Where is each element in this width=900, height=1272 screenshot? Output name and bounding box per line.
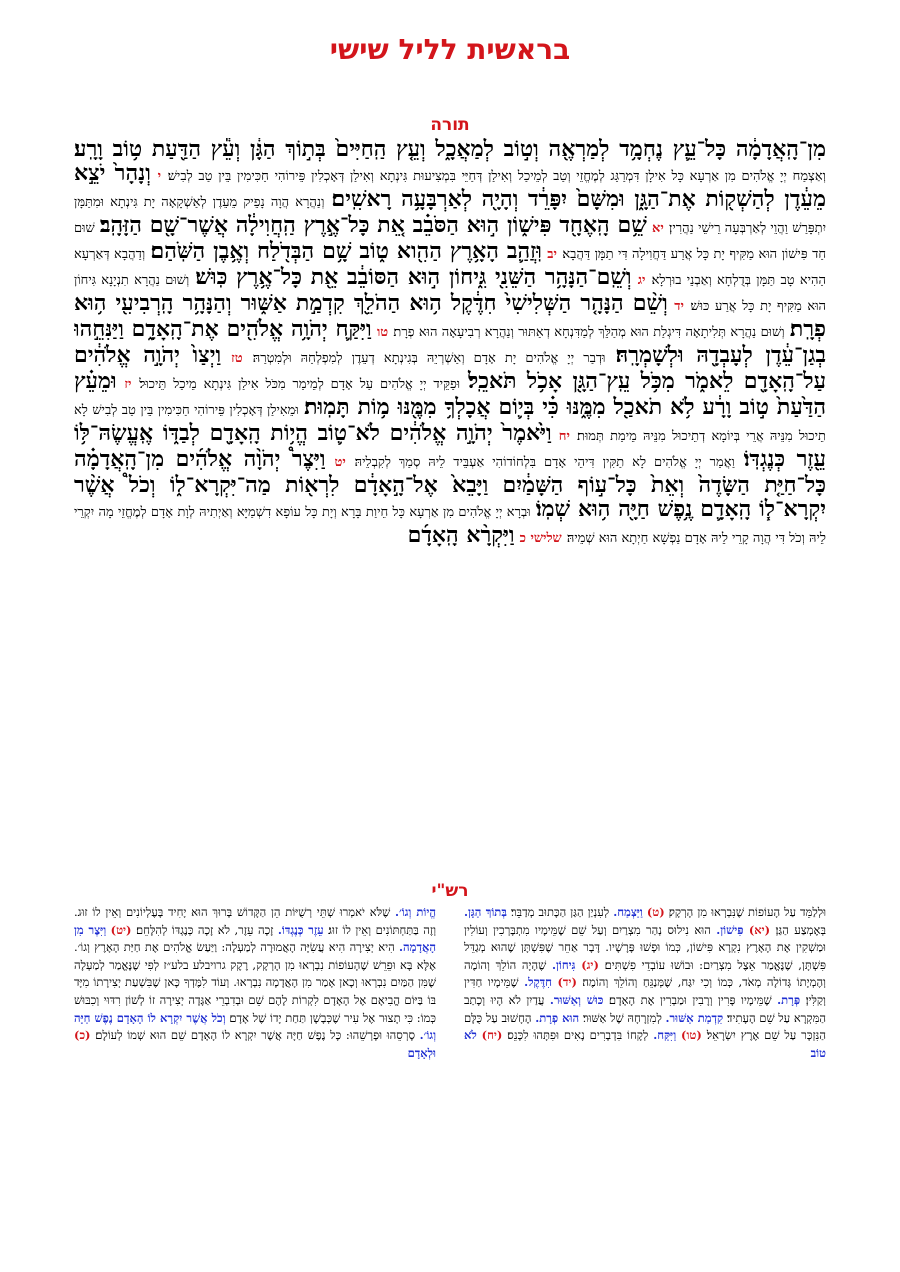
rashi-dibur-hamatchil: גִּיחוֹן. xyxy=(551,957,576,972)
verse-text: וַיֹּ֙אמֶר֙ יְהֹוָ֣ה אֱלֹהִ֔ים לֹא־ט֛וֹב הֱי֥וֹת הָֽאָדָ֖ם לְבַדּ֑וֹ אֶֽעֱשֶׂהּ־לּ֥וֹ עֵ֖זֶר כְּנֶגְדּֽוֹ׃ xyxy=(74,420,826,472)
rashi-verse-number: (יט) xyxy=(110,922,132,937)
verse-text: וַיִּקַּ֛ח יְהֹוָ֥ה אֱלֹהִ֖ים אֶת־הָֽאָדָ֑ם וַיַּנִּחֵ֣הוּ בְגַן־עֵ֔דֶן לְעָבְדָ֖הּ וּלְשָׁמְרָֽהּ׃ xyxy=(74,316,826,368)
verse-text: וְנָהָר֙ יֹצֵ֣א מֵעֵ֔דֶן לְהַשְׁק֖וֹת אֶת־הַגָּ֑ן וּמִשָּׁם֙ יִפָּרֵ֔ד וְהָיָ֖ה לְאַרְבָּעָ֥ה רָאשִֽׁים׃ xyxy=(74,160,826,212)
rashi-dibur-hamatchil: פְּרָת. xyxy=(777,992,801,1007)
rashi-heading: רש"י xyxy=(431,881,469,901)
rashi-text: לְמִזְרָחָהּ שֶׁל אַשּׁוּר׃ xyxy=(582,1010,662,1025)
verse-number: י xyxy=(157,169,162,184)
rashi-text: שֶׁמֵּימָיו פָּרִין וְרָבִין וּמַבְרִין אֶת הָאָדָם׃ xyxy=(608,992,772,1007)
rashi-text: לְעִנְיַן הַגַּן הַכָּתוּב מְדַבֵּר׃ xyxy=(510,905,610,919)
rashi-text: וּלְלַמֵּד עַל הָעוֹפוֹת שֶׁנִּבְרְאוּ מִן הָרְקָק׃ xyxy=(668,905,826,919)
rashi-text: שֶׁהָיָה הוֹלֵךְ וְהוֹמֶה וְהֶמְיָתוֹ גְּדוֹלָה מְאֹד, כְּמוֹ וְכִי יִגַּח, שֶׁמְּנַגֵּחַ וְהוֹלֵךְ וְהוֹמֶה׃ xyxy=(464,957,826,990)
verse-text: וְשֵׁ֨ם הַנָּהָ֤ר הַשְּׁלִישִׁי֙ חִדֶּ֔קֶל ה֥וּא הַהֹלֵ֖ךְ קִדְמַ֣ת אַשּׁ֑וּר וְהַנָּהָ֥ר הָֽרְבִיעִ֖י ה֥וּא פְרָֽת׃ xyxy=(74,290,826,342)
targum-text: וְאַצְמַח יְיָ אֱלֹהִים מִן אַרְעָא כָּל אִילָן דִּמְרַגַּג לְמֶחֱזֵי וְטַב לְמֵיכַל וְאִילַן דְּחַיֵּי בִּמְצִיעוּת גִּינְתָא וְאִילַן דְּאָכְלִין פֵּירוֹהִי חַכִּימִין בֵּין טַב לְבִישׁ׃ xyxy=(167,169,826,184)
verse-number: יא xyxy=(652,221,664,236)
verse-text: וַיִּצֶר֩ יְהֹוָ֨ה אֱלֹהִ֜ים מִן־הָֽאֲדָמָ֗ה כָּל־חַיַּ֤ת הַשָּׂדֶה֙ וְאֵת֙ כָּל־ע֣וֹף הַשָּׁמַ֔יִם וַיָּבֵא֙ אֶל־הָ֣אָדָ֔ם לִרְא֖וֹת מַה־יִּקְרָא־ל֑וֹ וְכֹל֩ אֲשֶׁ֨ר יִקְרָא־ל֧וֹ הָֽאָדָ֛ם נֶ֥פֶשׁ חַיָּ֖ה ה֥וּא שְׁמֽוֹ׃ xyxy=(74,446,826,522)
rashi-dibur-hamatchil: חִדֶּקֶל. xyxy=(524,975,552,990)
torah-heading: תורה xyxy=(430,115,470,135)
rashi-verse-number: (כ) xyxy=(74,1028,91,1043)
targum-text: וְשׁוּם נַהֲרָא תְּלִיתָאָה דִּיגְלַת הוּא מְהַלֵּךְ לְמַדִּנְחָא דְאַתּוּר וְנַהֲרָא רְבִיעָאָה הוּא פְרָת׃ xyxy=(393,325,785,340)
rashi-text: הֶחָשׁוּב עַל כֻּלָּם הַנִּזְכָּר עַל שֵׁם אֶרֶץ יִשְׂרָאֵל׃ xyxy=(464,1010,826,1043)
rashi-dibur-hamatchil: בְּתוֹךְ הַגָּן. xyxy=(464,905,507,919)
rashi-text: סָרְסֵהוּ וּפָרְשֵׁהוּ: כָּל נֶפֶשׁ חַיָּה אֲשֶׁר יִקְרָא לוֹ הָאָדָם שֵׁם הוּא שְׁמוֹ לְעוֹלָם׃ xyxy=(95,1028,415,1043)
verse-number: יח xyxy=(558,429,570,444)
rashi-dibur-hamatchil: לֹא טוֹב xyxy=(464,1028,826,1060)
rashi-dibur-hamatchil: וַיַּצְמַח. xyxy=(613,905,643,919)
targum-text: וְדַהֲבָא דְּאַרְעָא הַהִיא טָב תַּמָּן בְּדֻלְחָא וְאַבְנֵי בוּרְלָא׃ xyxy=(74,247,826,288)
rashi-verse-number: (טו) xyxy=(681,1028,702,1043)
verse-text: שֵׁ֥ם הָֽאֶחָ֖ד פִּישׁ֑וֹן ה֣וּא הַסֹּבֵ֗ב אֵ֚ת כָּל־אֶ֣רֶץ הַֽחֲוִילָ֔ה אֲשֶׁר־שָׁ֖ם הַזָּהָֽב׃ xyxy=(99,212,647,238)
verse-number: טו xyxy=(376,325,389,340)
verse-number: יט xyxy=(334,455,346,470)
verse-text: מִן־הָֽאֲדָמָ֔ה כָּל־עֵ֛ץ נֶחְמָ֥ד לְמַרְאֶ֖ה וְט֣וֹב לְמַאֲכָ֑ל וְעֵ֤ץ הַֽחַיִּים֙ בְּת֣וֹךְ הַגָּ֔ן וְעֵ֕ץ הַדַּ֖עַת ט֥וֹב וָרָֽע׃ xyxy=(74,138,826,162)
rashi-text: הִיא יְצִירָה הִיא עֲשִׂיָּה הָאֲמוּרָה לְמַעְלָה: וַיַּעַשׂ אֱלֹהִים אֶת חַיַּת הָאָרֶץ וְגוֹ׳. אֶלָּא בָּא וּפֵרֵשׁ שֶׁהָעוֹפוֹת נִבְרְאוּ מִן הָרְקָק, רֶקֶק גרויבלע בלע״ז לְפִי שֶׁנֶּאֱמַר לְמַעְלָה שֶׁמִּן הַמַּיִם נִבְרְאוּ וְכָאן אָמַר מִן הָאֲדָמָה נִבְרְאוּ. וְעוֹד לִמֶּדְךָ כָּאן שֶׁבִּשְׁעַת יְצִירָתוֹ מִיָּד בּוֹ בַּיּוֹם הֱבִיאָם אֶל הָאָדָם לִקְרוֹת לָהֶם שֵׁם וּבְדִבְרֵי אַגָּדָה יְצִירָה זוֹ לְשׁוֹן רִדּוּי וְכִבּוּשׁ כְּמוֹ: כִּי תָצוּר אֶל עִיר שֶׁכְּבָשָׁן תַּחַת יָדוֹ שֶׁל אָדָם׃ xyxy=(74,940,436,1025)
targum-text: וְשׁוּם נַהֲרָא תִנְיָנָא גִּיחוֹן הוּא מַקִּיף יָת כָּל אֲרַע כּוּשׁ׃ xyxy=(74,273,826,314)
rashi-dibur-hamatchil: קִדְמַת אַשּׁוּר. xyxy=(665,1010,724,1025)
rashi-verse-number: (ט) xyxy=(646,905,665,919)
rashi-text: שֶׁלֹּא יֹאמְרוּ שְׁתֵּי רְשֻׁיּוֹת הֵן הַקָּדוֹשׁ בָּרוּךְ הוּא יָחִיד בָּעֶלְיוֹנִים וְאֵין לוֹ זוּג. וְזֶה בַּתַּחְתּוֹנִים וְאֵין לוֹ זוּג׃ xyxy=(74,905,436,937)
rashi-verse-number: (יא) xyxy=(748,922,771,937)
verse-number: יב xyxy=(547,247,557,262)
rashi-dibur-hamatchil: פִּישׁוֹן. xyxy=(716,922,744,937)
verse-text: וְשֵֽׁם־הַנָּהָ֥ר הַשֵּׁנִ֖י גִּ֑יחוֹן ה֣וּא הַסּוֹבֵ֔ב אֵ֖ת כָּל־אֶ֥רֶץ כּֽוּשׁ׃ xyxy=(195,264,632,290)
rashi-text: עֲדַיִן לֹא הָיוּ וְכָתַב הַמִּקְרָא עַל שֵׁם הֶעָתִיד׃ xyxy=(464,992,826,1025)
targum-text: וַאֲמַר יְיָ אֱלֹהִים לָא תַקִּין דִּיהֵי אָדָם בִּלְחוֹדוֹהִי אַעְבֵּיד לֵיהּ סְמַךְ לְקִבְלֵיהּ׃ xyxy=(354,455,735,470)
torah-text xyxy=(74,138,826,873)
verse-number: יז xyxy=(124,377,132,392)
rashi-text: שֶׁמֵּימָיו חַדִּין וְקַלִּין׃ xyxy=(464,975,826,1007)
rashi-dibur-hamatchil: הֱיוֹת וְגוֹ׳. xyxy=(394,905,436,919)
verse-number: טז xyxy=(231,351,243,366)
verse-text: וּֽזֲהַ֛ב הָאָ֥רֶץ הַהִ֖וא ט֑וֹב שָׁ֥ם הַבְּדֹ֖לַח וְאֶ֥בֶן הַשֹּֽׁהַם׃ xyxy=(150,238,542,264)
rashi-text: בְּאֶמְצַע הַגַּן׃ xyxy=(775,922,826,937)
rashi-text: זָכָה עֵזֶר, לֹא זָכָה כְּנֶגְדּוֹ לְהִלָּחֵם׃ xyxy=(135,922,274,937)
rashi-dibur-hamatchil: כּוּשׁ וְאַשּׁוּר. xyxy=(549,992,604,1007)
rashi-text: הוּא נִילוּס נְהַר מִצְרַיִם וְעַל שֵׁם שֶׁמֵּימָיו מִתְבָּרְכִין וְעוֹלִין וּמַשְׁקִין אֶת הָאָרֶץ נִקְרָא פִּישׁוֹן, כְּמוֹ וּפָשׁוּ פָּרָשָׁיו. דָּבָר אַחֵר שֶׁפִּשְׁתָּן שֶׁהוּא מְגַדֵּל פִּשְׁתָּן, שֶׁנֶּאֱמַר אֵצֶל מִצְרַיִם: וּבוֹשׁוּ עוֹבְדֵי פִשְׁתִּים׃ xyxy=(464,922,826,972)
verse-number: יד xyxy=(674,299,684,314)
rashi-dibur-hamatchil: עֵזֶר כְּנֶגְדּוֹ. xyxy=(277,922,324,937)
verse-text: וּמֵעֵ֗ץ הַדַּ֙עַת֙ ט֣וֹב וָרָ֔ע לֹ֥א תֹאכַ֖ל מִמֶּ֑נּוּ כִּ֗י בְּי֛וֹם אֲכָלְךָ֥ מִמֶּ֖נּוּ מ֥וֹת תָּמֽוּת׃ xyxy=(74,368,826,420)
targum-text: וּבְרָא יְיָ אֱלֹהִים מִן אַרְעָא כָּל חֵיוַת בָּרָא וְיָת כָּל עוֹפָא דִשְׁמַיָּא וְאַיְתִיהּ לְוָת אָדָם לְמֶחֱזֵי מָה יִקְרֵי לֵיהּ וְכֹל דִּי הֲוָה קָרֵי לֵיהּ אָדָם נַפְשָׁא חַיְתָא הוּא שְׁמֵיהּ׃ xyxy=(74,505,826,546)
rashi-verse-number: (יד) xyxy=(557,975,577,990)
targum-text: וּדְבַר יְיָ אֱלֹהִים יָת אָדָם וְאַשְׁרְיֵהּ בְּגִינְתָא דְעֵדֶן לְמִפְלְחַהּ וּלְמִטְרַהּ׃ xyxy=(252,351,606,366)
verse-number: שלישי כ xyxy=(519,531,562,546)
rashi-dibur-hamatchil: וַיִּצֶר מִן הָאֲדָמָה. xyxy=(74,922,436,955)
page-title: בראשית לליל שישי xyxy=(329,33,571,66)
rashi-commentary xyxy=(74,904,826,1256)
verse-text: וַיְצַו֙ יְהֹוָ֣ה אֱלֹהִ֔ים עַל־הָֽאָדָ֖ם לֵאמֹ֑ר מִכֹּ֥ל עֵֽץ־הַגָּ֖ן אָכֹ֥ל תֹּאכֵֽל׃ xyxy=(74,342,826,394)
rashi-dibur-hamatchil: וַיִּקַּח. xyxy=(653,1028,677,1043)
targum-text: וּמֵאִילַן דְּאָכְלִין פֵּירוֹהִי חַכִּימִין בֵּין טַב לְבִישׁ לָא תֵיכוּל מִנֵּיהּ אֲרֵי בְּיוֹמָא דְתֵיכוּל מִנֵּיהּ מֵימַת תְּמוּת׃ xyxy=(74,403,826,444)
rashi-dibur-hamatchil: הוּא פְרָת. xyxy=(535,1010,580,1025)
rashi-dibur-hamatchil: וּלְאָדָם xyxy=(407,1045,436,1060)
targum-text: וּפַקֵּיד יְיָ אֱלֹהִים עַל אָדָם לְמֵימַר מִכֹּל אִילַן גִּינְתָא מֵיכַל תֵּיכוּל׃ xyxy=(139,377,461,392)
targum-text: שׁוּם חַד פִּישׁוֹן הוּא מַקִּיף יָת כָּל אֲרַע דַּחֲוִילָה דִּי תַמָּן דַּהֲבָא׃ xyxy=(74,221,826,262)
verse-text: וַיִּקְרָ֨א הָֽאָדָ֜ם xyxy=(407,522,515,548)
rashi-dibur-hamatchil: וְכֹל אֲשֶׁר יִקְרָא לוֹ הָאָדָם נֶפֶשׁ חַיָּה וְגוֹ׳. xyxy=(74,1010,436,1043)
rashi-column-right xyxy=(464,904,826,1256)
rashi-verse-number: (יח) xyxy=(481,1028,503,1043)
rashi-text: לְקָחוֹ בִּדְבָרִים נָאִים וּפִתָּהוּ לִכָּנֵס׃ xyxy=(507,1028,649,1043)
rashi-column-left xyxy=(74,904,436,1256)
targum-text: וְנַהֲרָא הֲוָה נָפֵיק מֵעֵדֶן לְאַשְׁקָאָה יָת גִּינְתָא וּמִתַּמָּן יִתְפָּרַשׁ וַהֲוֵי לְאַרְבְּעָה רֵישֵׁי נַהֲרִין׃ xyxy=(74,195,826,236)
rashi-verse-number: (יג) xyxy=(581,957,599,972)
verse-number: יג xyxy=(637,273,646,288)
